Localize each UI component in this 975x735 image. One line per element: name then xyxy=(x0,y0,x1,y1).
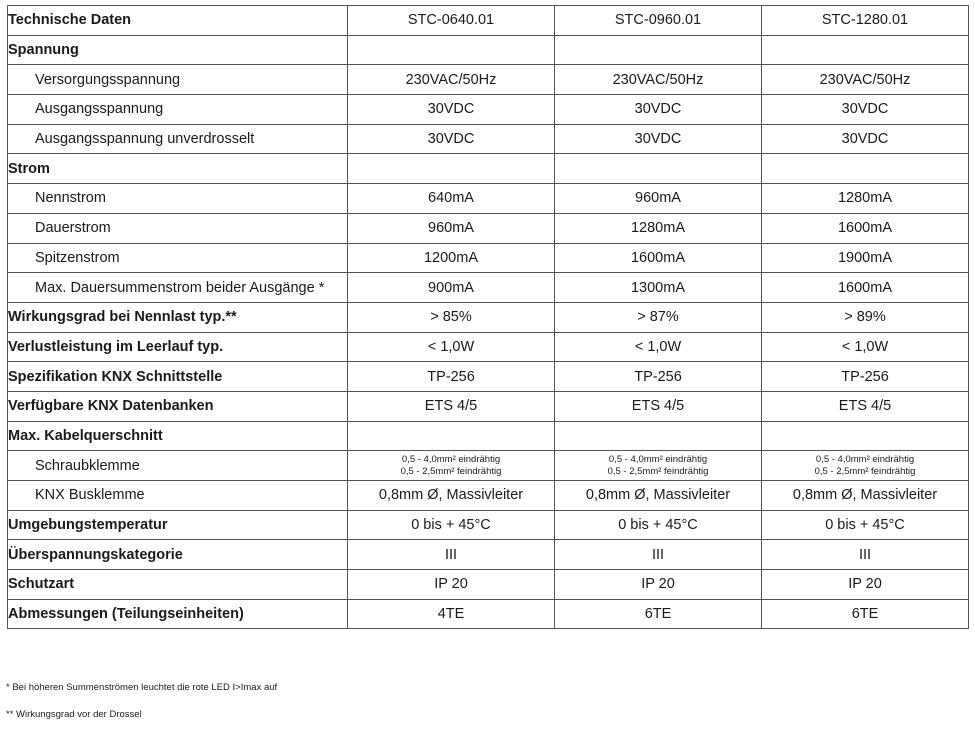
footnote-summenstrom: * Bei höheren Summenströmen leuchtet die rote LED I>Imax auf xyxy=(6,682,278,693)
table-row xyxy=(8,510,969,540)
value-cell: 0,8mm Ø, Massivleiter xyxy=(348,481,555,511)
value-cell: > 87% xyxy=(555,302,762,332)
value-cell: 0 bis + 45°C xyxy=(762,510,969,540)
table-row xyxy=(8,273,969,303)
section-label: Verlustleistung im Leerlauf typ. xyxy=(8,332,348,362)
value-cell: III xyxy=(348,540,555,570)
header-title: Technische Daten xyxy=(8,6,348,36)
value-line: 0,5 - 2,5mm² feindrähtig xyxy=(400,465,502,477)
value-cell xyxy=(762,451,969,481)
value-cell: 0 bis + 45°C xyxy=(348,510,555,540)
value-cell: 640mA xyxy=(348,184,555,214)
value-cell: ETS 4/5 xyxy=(555,391,762,421)
section-label: Überspannungskategorie xyxy=(8,540,348,570)
value-cell: 6TE xyxy=(555,599,762,629)
section-label: Spannung xyxy=(8,35,348,65)
row-label: Ausgangsspannung unverdrosselt xyxy=(8,124,348,154)
value-cell xyxy=(555,35,762,65)
table-row xyxy=(8,481,969,511)
value-cell: 0 bis + 45°C xyxy=(555,510,762,540)
value-cell xyxy=(348,451,555,481)
row-label: Spitzenstrom xyxy=(8,243,348,273)
table-row xyxy=(8,95,969,125)
value-cell: 1900mA xyxy=(762,243,969,273)
value-cell: 30VDC xyxy=(762,95,969,125)
table-row xyxy=(8,154,969,184)
value-cell: 30VDC xyxy=(555,95,762,125)
section-label: Umgebungstemperatur xyxy=(8,510,348,540)
header-model-stc-1280: STC-1280.01 xyxy=(762,6,969,36)
value-cell: 30VDC xyxy=(762,124,969,154)
value-cell: TP-256 xyxy=(762,362,969,392)
value-cell xyxy=(348,154,555,184)
section-label: Max. Kabelquerschnitt xyxy=(8,421,348,451)
table-row xyxy=(8,35,969,65)
value-cell: IP 20 xyxy=(762,570,969,600)
value-cell: III xyxy=(762,540,969,570)
value-cell: > 89% xyxy=(762,302,969,332)
table-row xyxy=(8,451,969,481)
value-cell: 1300mA xyxy=(555,273,762,303)
value-cell: < 1,0W xyxy=(555,332,762,362)
value-cell: 4TE xyxy=(348,599,555,629)
value-line: 0,5 - 2,5mm² feindrähtig xyxy=(607,465,709,477)
row-label: Dauerstrom xyxy=(8,213,348,243)
row-label: Nennstrom xyxy=(8,184,348,214)
value-cell: 230VAC/50Hz xyxy=(762,65,969,95)
value-line: 0,5 - 4,0mm² eindrähtig xyxy=(815,453,915,465)
row-label: Ausgangsspannung xyxy=(8,95,348,125)
technical-data-table xyxy=(7,5,969,629)
value-cell: 900mA xyxy=(348,273,555,303)
table-row xyxy=(8,124,969,154)
value-cell: 1600mA xyxy=(555,243,762,273)
table-row xyxy=(8,391,969,421)
value-cell: > 85% xyxy=(348,302,555,332)
value-line: 0,5 - 2,5mm² feindrähtig xyxy=(814,465,916,477)
table-row xyxy=(8,540,969,570)
value-cell: 960mA xyxy=(555,184,762,214)
value-cell: 1200mA xyxy=(348,243,555,273)
section-label: Strom xyxy=(8,154,348,184)
value-cell: 30VDC xyxy=(348,124,555,154)
value-line: 0,5 - 4,0mm² eindrähtig xyxy=(401,453,501,465)
section-label: Spezifikation KNX Schnittstelle xyxy=(8,362,348,392)
value-cell xyxy=(762,35,969,65)
value-cell: 1600mA xyxy=(762,213,969,243)
value-cell: 0,8mm Ø, Massivleiter xyxy=(762,481,969,511)
value-cell: IP 20 xyxy=(555,570,762,600)
table-row xyxy=(8,362,969,392)
value-cell: IP 20 xyxy=(348,570,555,600)
value-cell: III xyxy=(555,540,762,570)
value-cell: TP-256 xyxy=(348,362,555,392)
table-row xyxy=(8,570,969,600)
table-body xyxy=(8,6,969,629)
table-row xyxy=(8,332,969,362)
table-row xyxy=(8,184,969,214)
value-cell xyxy=(762,421,969,451)
table-row xyxy=(8,421,969,451)
table-row xyxy=(8,599,969,629)
table-row xyxy=(8,213,969,243)
value-cell xyxy=(555,421,762,451)
value-cell xyxy=(555,154,762,184)
value-cell: 6TE xyxy=(762,599,969,629)
value-cell: 0,8mm Ø, Massivleiter xyxy=(555,481,762,511)
table-row xyxy=(8,65,969,95)
value-cell: ETS 4/5 xyxy=(348,391,555,421)
table-row xyxy=(8,302,969,332)
footnote-wirkungsgrad: ** Wirkungsgrad vor der Drossel xyxy=(6,709,142,720)
value-cell: 1600mA xyxy=(762,273,969,303)
section-label: Schutzart xyxy=(8,570,348,600)
value-cell: 960mA xyxy=(348,213,555,243)
table-header-row xyxy=(8,6,969,36)
value-cell: 230VAC/50Hz xyxy=(348,65,555,95)
value-cell xyxy=(348,421,555,451)
value-cell xyxy=(348,35,555,65)
value-cell: 230VAC/50Hz xyxy=(555,65,762,95)
section-label: Wirkungsgrad bei Nennlast typ.** xyxy=(8,302,348,332)
value-cell: 1280mA xyxy=(762,184,969,214)
value-cell: < 1,0W xyxy=(348,332,555,362)
value-cell: TP-256 xyxy=(555,362,762,392)
value-cell: ETS 4/5 xyxy=(762,391,969,421)
header-model-stc-0640: STC-0640.01 xyxy=(348,6,555,36)
row-label: Versorgungsspannung xyxy=(8,65,348,95)
value-line: 0,5 - 4,0mm² eindrähtig xyxy=(608,453,708,465)
footnotes xyxy=(6,681,966,735)
row-label: KNX Busklemme xyxy=(8,481,348,511)
value-cell: 30VDC xyxy=(348,95,555,125)
value-cell xyxy=(555,451,762,481)
row-label: Schraubklemme xyxy=(8,451,348,481)
value-cell: < 1,0W xyxy=(762,332,969,362)
value-cell: 30VDC xyxy=(555,124,762,154)
section-label: Verfügbare KNX Datenbanken xyxy=(8,391,348,421)
table-row xyxy=(8,243,969,273)
value-cell xyxy=(762,154,969,184)
section-label: Abmessungen (Teilungseinheiten) xyxy=(8,599,348,629)
row-label: Max. Dauersummenstrom beider Ausgänge * xyxy=(8,273,348,303)
header-model-stc-0960: STC-0960.01 xyxy=(555,6,762,36)
value-cell: 1280mA xyxy=(555,213,762,243)
